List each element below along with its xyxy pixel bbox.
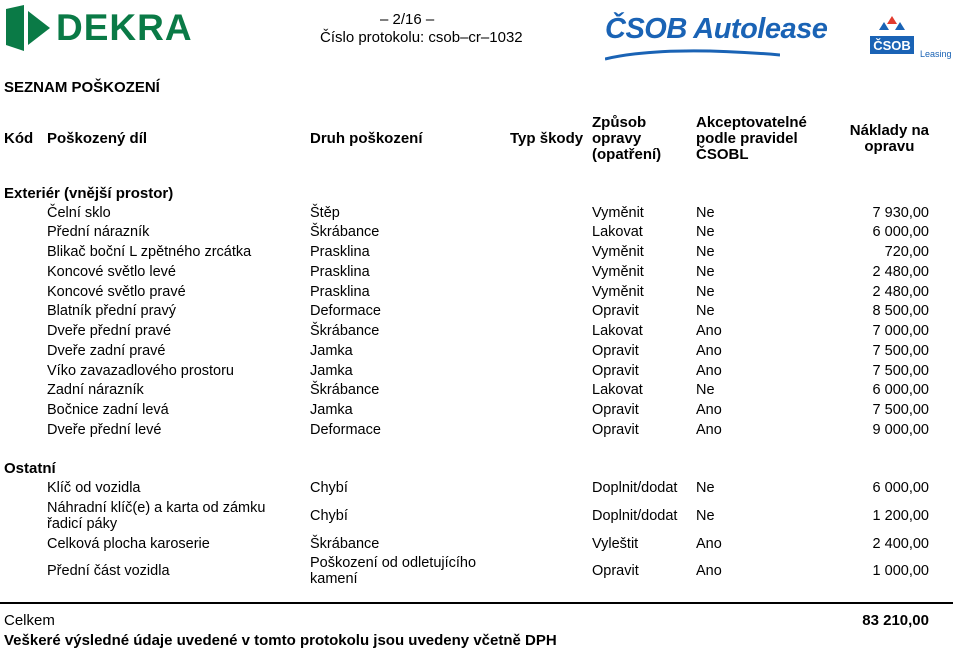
protocol-label: Číslo protokolu: [320,29,425,46]
table-row [0,536,960,555]
cell-accept: Ne [696,264,715,280]
cell-method: Lakovat [592,323,643,339]
cell-damage: Škrábance [310,382,380,398]
cell-damage: Prasklina [310,284,370,300]
dekra-mark-icon [6,5,50,51]
cell-cost: 7 500,00 [872,343,929,359]
cell-cost: 1 200,00 [872,508,929,524]
cell-accept: Ano [696,536,722,552]
cell-part: Koncové světlo levé [47,264,176,280]
cell-method: Opravit [592,343,639,359]
cell-method: Opravit [592,363,639,379]
table-row [0,480,960,499]
table-row [0,244,960,263]
col-header-method: Způsob opravy (opatření) [592,114,662,163]
cell-accept: Ne [696,284,715,300]
cell-method: Vyleštit [592,536,639,552]
cell-method: Doplnit/dodat [592,480,678,496]
csob-autolease-wordmark: ČSOB Autolease [605,13,828,45]
cell-cost: 1 000,00 [872,563,929,579]
cell-method: Vyměnit [592,205,644,221]
cell-accept: Ano [696,363,722,379]
table-row [0,555,960,589]
dekra-wordmark: DEKRA [56,7,193,48]
cell-part: Dveře přední levé [47,422,162,438]
group-title-other: Ostatní [4,460,56,477]
total-label: Celkem [4,612,55,629]
cell-cost: 7 500,00 [872,402,929,418]
cell-method: Vyměnit [592,264,644,280]
cell-method: Opravit [592,402,639,418]
cell-method: Vyměnit [592,284,644,300]
col-header-accept: Akceptovatelné podle pravidel ČSOBL [696,114,807,163]
cell-method: Lakovat [592,224,643,240]
cell-method: Doplnit/dodat [592,508,678,524]
cell-cost: 7 000,00 [872,323,929,339]
swoosh-icon [605,49,780,63]
col-header-damage: Druh poškození [310,130,423,147]
divider [0,602,953,604]
cell-cost: 6 000,00 [872,382,929,398]
cell-accept: Ne [696,303,715,319]
csob-emblem-icon [866,14,918,60]
cell-accept: Ano [696,422,722,438]
protocol-value: csob–cr–1032 [428,29,523,46]
group-title-exterior: Exteriér (vnější prostor) [4,185,174,202]
csob-autolease-logo [605,13,828,61]
cell-part: Dveře zadní pravé [47,343,166,359]
cell-damage: Chybí [310,508,348,524]
table-row [0,284,960,303]
cell-cost: 2 400,00 [872,536,929,552]
cell-cost: 6 000,00 [872,480,929,496]
cell-part: Celková plocha karoserie [47,536,210,552]
cell-damage: Škrábance [310,224,380,240]
cell-part: Přední část vozidla [47,563,170,579]
cell-method: Opravit [592,303,639,319]
cell-cost: 7 930,00 [872,205,929,221]
cell-cost: 720,00 [884,244,929,260]
svg-text:ČSOB: ČSOB [873,38,911,53]
table-row [0,422,960,441]
cell-cost: 6 000,00 [872,224,929,240]
table-row [0,224,960,243]
leasing-label: Leasing [920,49,952,59]
col-header-code: Kód [4,130,34,147]
cell-part: Dveře přední pravé [47,323,172,339]
cell-accept: Ano [696,563,722,579]
cell-damage: Jamka [310,402,353,418]
cell-damage: Poškození od odletujícího kamení [310,555,477,587]
cell-accept: Ne [696,508,715,524]
cell-damage: Jamka [310,343,353,359]
protocol-number [320,29,523,46]
table-row [0,402,960,421]
cell-accept: Ne [696,480,715,496]
cell-part: Náhradní klíč(e) a karta od zámku řadicí páky [47,500,266,532]
cell-accept: Ano [696,323,722,339]
table-row [0,264,960,283]
cell-damage: Škrábance [310,323,380,339]
cell-cost: 9 000,00 [872,422,929,438]
cell-part: Bočnice zadní levá [47,402,169,418]
cell-method: Opravit [592,422,639,438]
cell-part: Blatník přední pravý [47,303,176,319]
cell-accept: Ne [696,205,715,221]
cell-method: Opravit [592,563,639,579]
col-header-type: Typ škody [510,130,584,147]
cell-part: Zadní nárazník [47,382,144,398]
table-row [0,500,960,534]
footer-note: Veškeré výsledné údaje uvedené v tomto protokolu jsou uvedeny včetně DPH [4,632,557,649]
cell-damage: Deformace [310,422,381,438]
cell-method: Vyměnit [592,244,644,260]
table-row [0,303,960,322]
cell-part: Blikač boční L zpětného zrcátka [47,244,252,260]
total-value: 83 210,00 [862,612,929,629]
col-header-cost: Náklady na opravu [849,122,929,155]
cell-accept: Ano [696,402,722,418]
cell-part: Přední nárazník [47,224,150,240]
cell-cost: 8 500,00 [872,303,929,319]
dekra-logo [6,5,193,51]
cell-part: Čelní sklo [47,205,111,221]
cell-cost: 2 480,00 [872,264,929,280]
page-number: – 2/16 – [380,11,435,28]
section-title: SEZNAM POŠKOZENÍ [4,79,160,96]
col-header-part: Poškozený díl [47,130,148,147]
cell-part: Koncové světlo pravé [47,284,186,300]
cell-damage: Deformace [310,303,381,319]
cell-cost: 7 500,00 [872,363,929,379]
cell-part: Víko zavazadlového prostoru [47,363,234,379]
table-row [0,343,960,362]
cell-method: Lakovat [592,382,643,398]
table-row [0,382,960,401]
cell-accept: Ano [696,343,722,359]
cell-damage: Jamka [310,363,353,379]
table-row [0,323,960,342]
cell-cost: 2 480,00 [872,284,929,300]
cell-damage: Prasklina [310,244,370,260]
cell-accept: Ne [696,224,715,240]
csob-leasing-logo [866,14,952,62]
cell-damage: Škrábance [310,536,380,552]
cell-accept: Ne [696,382,715,398]
cell-damage: Prasklina [310,264,370,280]
cell-damage: Chybí [310,480,348,496]
table-row [0,205,960,224]
cell-accept: Ne [696,244,715,260]
cell-damage: Štěp [310,205,340,221]
cell-part: Klíč od vozidla [47,480,141,496]
table-row [0,363,960,382]
